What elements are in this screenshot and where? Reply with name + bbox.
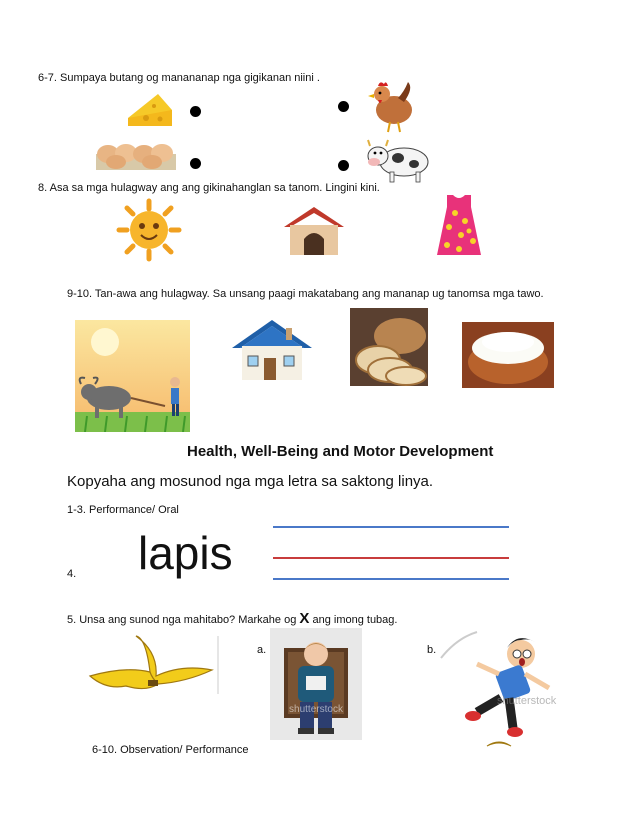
writing-line-middle xyxy=(273,557,509,559)
lapis-word: lapis xyxy=(138,527,233,579)
match-dot-right-bottom[interactable] xyxy=(338,160,349,171)
writing-line-top xyxy=(273,526,509,528)
choice-b-label: b. xyxy=(427,644,437,656)
dress-image xyxy=(433,193,485,259)
cheese-image xyxy=(124,88,174,132)
watermark-a: shutterstock xyxy=(289,704,343,715)
slipping-boy-image[interactable] xyxy=(437,628,564,754)
chicken-image xyxy=(368,78,418,134)
performance-oral-label: 1-3. Performance/ Oral xyxy=(67,504,179,516)
copy-instruction: Kopyaha ang mosunod nga mga letra sa saktong linya. xyxy=(67,473,434,490)
q8-text: 8. Asa sa mga hulagway ang ang gikinahanglan sa tanom. Lingini kini. xyxy=(38,182,380,194)
x-mark: X xyxy=(299,610,310,627)
sun-image xyxy=(115,197,183,263)
banana-peel-image xyxy=(86,632,220,694)
match-dot-right-top[interactable] xyxy=(338,101,349,112)
q67-text: 6-7. Sumpaya butang og manananap nga gigikanan niini . xyxy=(38,72,320,84)
bread-image xyxy=(350,308,428,386)
q5-text xyxy=(67,610,397,627)
section-title: Health, Well-Being and Motor Development xyxy=(187,443,494,460)
q5-prefix: 5. Unsa ang sunod nga mahitabo? Markahe og xyxy=(67,614,300,626)
eggs-image xyxy=(96,136,176,172)
doghouse-image xyxy=(282,205,346,257)
q5-suffix: ang imong tubag. xyxy=(309,614,398,626)
watermark-b: shutterstock xyxy=(497,695,557,707)
house-image xyxy=(230,316,314,382)
carabao-farmer-image xyxy=(75,320,190,432)
rice-bowl-image xyxy=(462,322,554,388)
cow-image xyxy=(366,138,432,184)
item-4-number: 4. xyxy=(67,568,77,580)
observation-label: 6-10. Observation/ Performance xyxy=(92,744,249,756)
sitting-boy-image[interactable] xyxy=(270,628,362,740)
q910-text: 9-10. Tan-awa ang hulagway. Sa unsang paagi makatabang ang mananap ug tanomsa mga tawo. xyxy=(67,288,544,300)
match-dot-left-bottom[interactable] xyxy=(190,158,201,169)
choice-a-label: a. xyxy=(257,644,267,656)
writing-line-bottom xyxy=(273,578,509,580)
match-dot-left-top[interactable] xyxy=(190,106,201,117)
